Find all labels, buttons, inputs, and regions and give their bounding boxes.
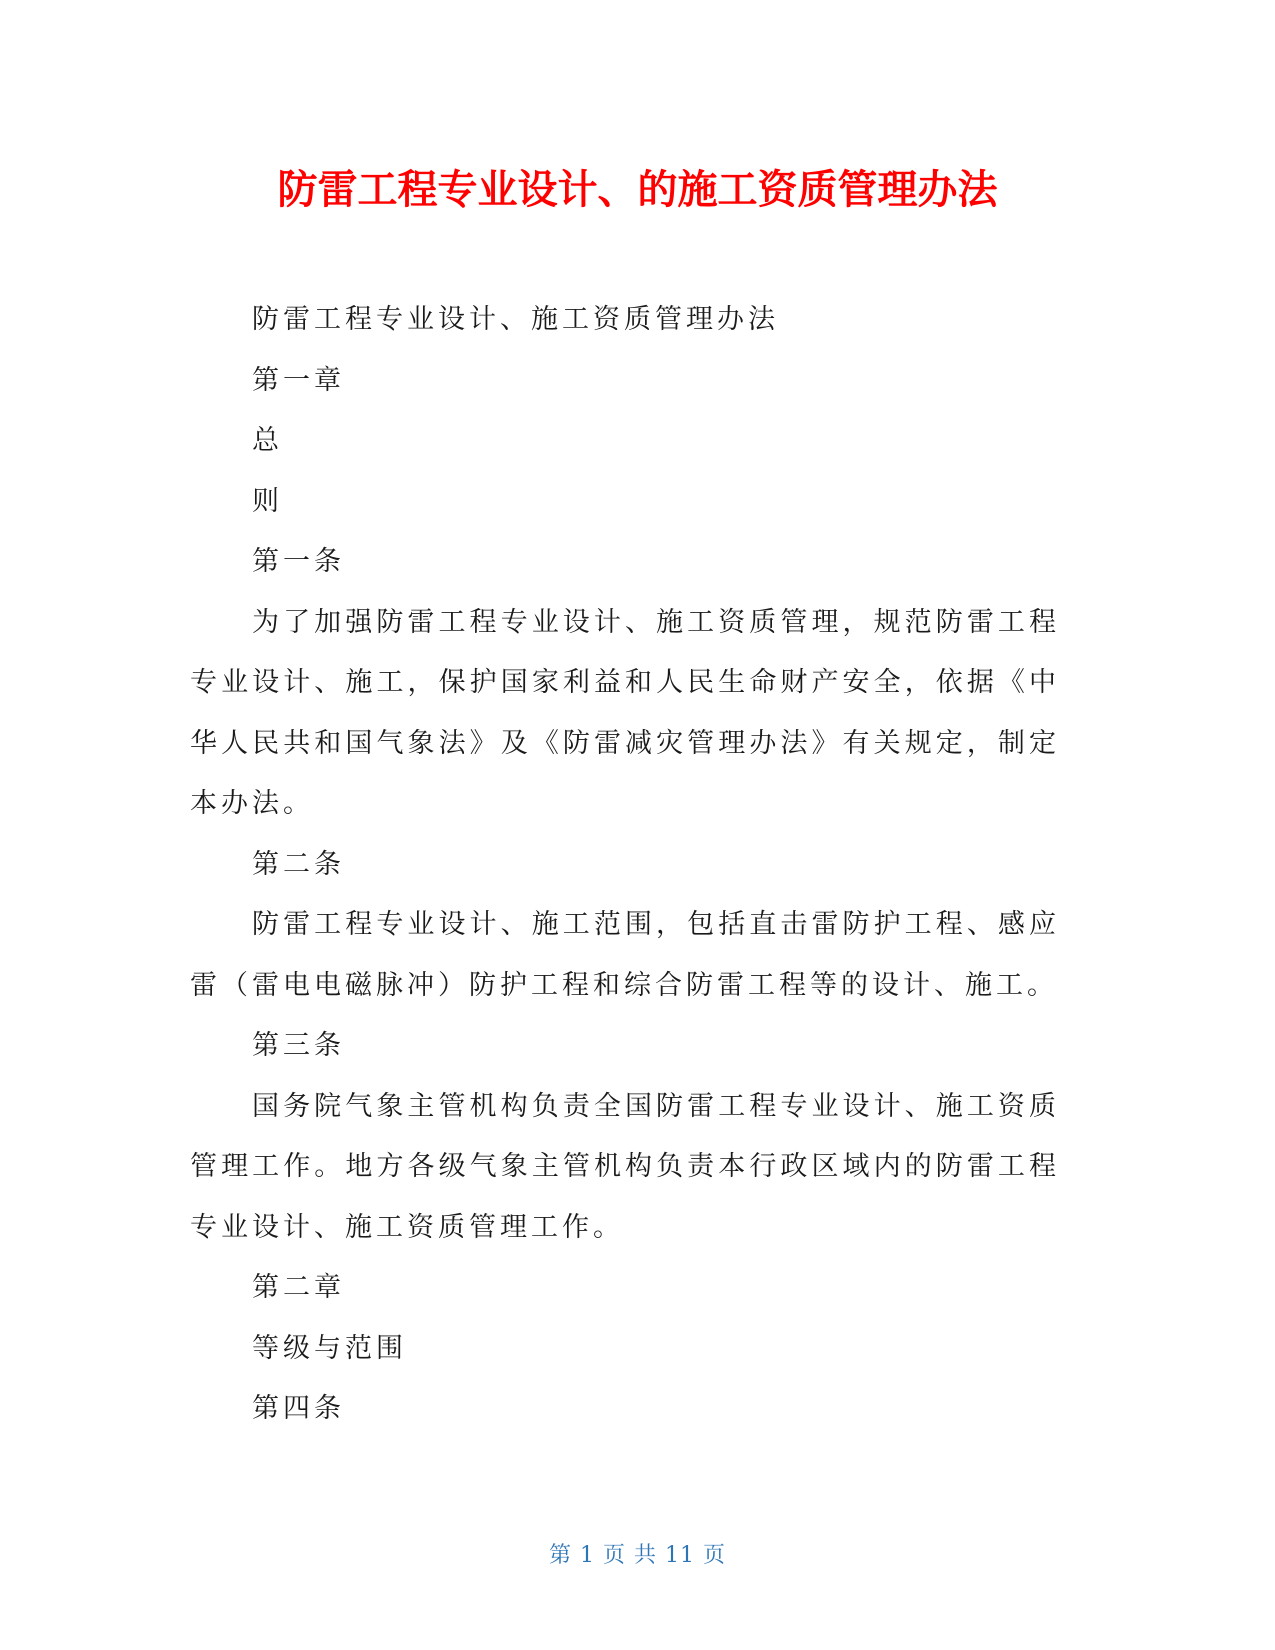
footer-total-pages: 11 <box>665 1543 696 1568</box>
footer-total-suffix: 页 <box>703 1543 727 1568</box>
article-2-label: 第二条 <box>252 848 345 880</box>
chapter-2-title: 等级与范围 <box>252 1332 407 1364</box>
footer-current-page: 1 <box>579 1543 595 1568</box>
article-4-label: 第四条 <box>252 1393 345 1424</box>
article-2-text: 防雷工程专业设计、施工范围，包括直击雷防护工程、感应雷（雷电电磁脉冲）防护工程和综合防雷工程等的设计、施工。 <box>190 909 1060 1001</box>
article-1-text: 为了加强防雷工程专业设计、施工资质管理，规范防雷工程专业设计、施工，保护国家利益和人民生命财产安全，依据《中华人民共和国气象法》及《防雷减灾管理办法》有关规定，制定本办法。 <box>190 606 1060 819</box>
page-footer <box>0 1538 1275 1569</box>
chapter-1-label: 第一章 <box>252 364 345 396</box>
paragraph-heading: 防雷工程专业设计、施工资质管理办法 <box>252 304 779 335</box>
footer-page-word: 页 <box>602 1543 626 1568</box>
footer-total-prefix: 共 <box>634 1543 658 1568</box>
chapter-1-title-part-2: 则 <box>252 485 283 517</box>
article-1-label: 第一条 <box>252 546 345 577</box>
document-body <box>190 290 1060 1440</box>
footer-prefix: 第 <box>548 1543 572 1568</box>
document-title: 防雷工程专业设计、的施工资质管理办法 <box>277 167 998 213</box>
article-3-text: 国务院气象主管机构负责全国防雷工程专业设计、施工资质管理工作。地方各级气象主管机构负责本行政区域内的防雷工程专业设计、施工资质管理工作。 <box>190 1090 1060 1243</box>
article-3-label: 第三条 <box>252 1030 345 1061</box>
chapter-1-title-part-1: 总 <box>252 425 283 456</box>
chapter-2-label: 第二章 <box>252 1272 345 1303</box>
